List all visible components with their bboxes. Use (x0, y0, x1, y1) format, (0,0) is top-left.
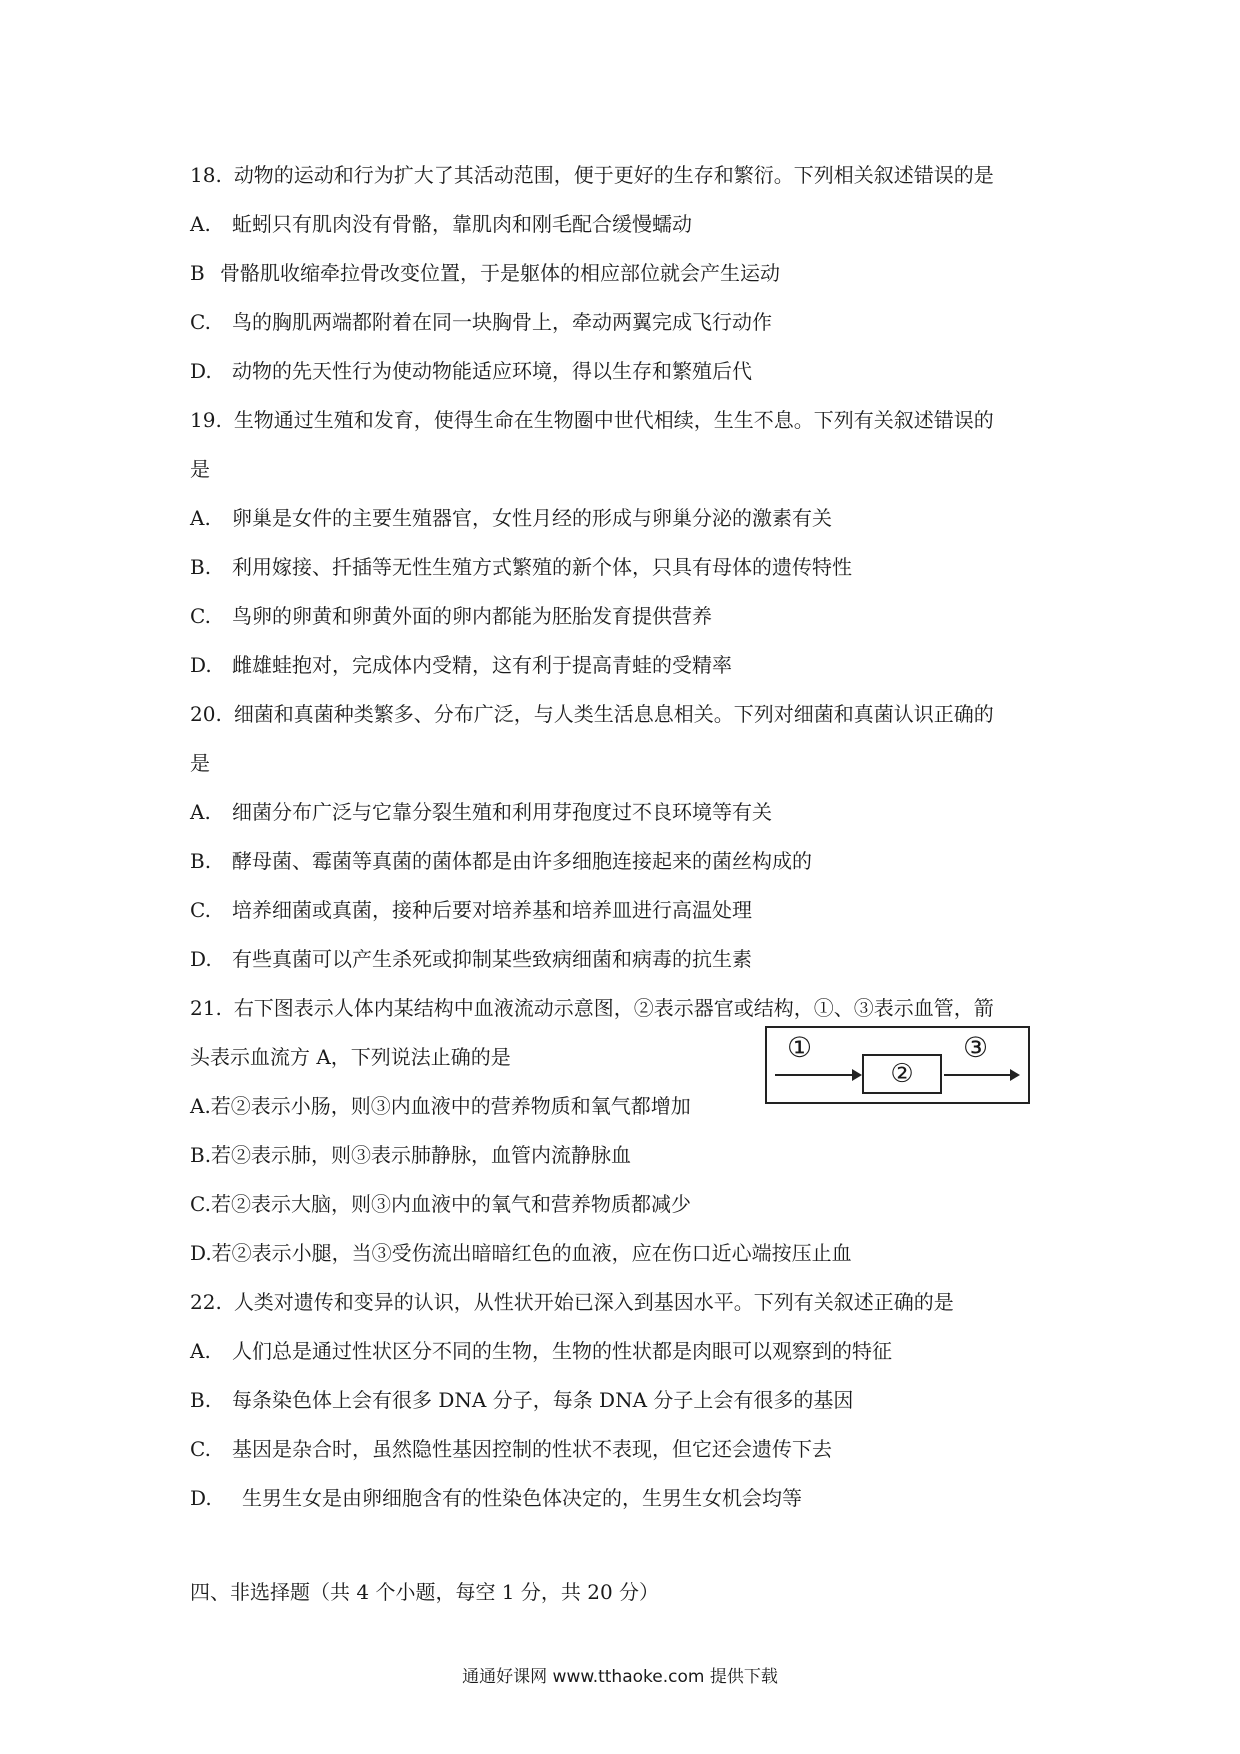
question-text: 人类对遗传和变异的认识，从性状开始已深入到基因水平。下列有关叙述正确的是 (233, 1290, 954, 1314)
option-label: A. (190, 212, 211, 236)
question-20-stem (190, 700, 994, 728)
option-label: B (190, 261, 205, 285)
question-18-stem (190, 161, 994, 189)
option-text: 有些真菌可以产生杀死或抑制某些致病细菌和病毒的抗生素 (232, 947, 752, 971)
option-text: 雌雄蛙抱对，完成体内受精，这有利于提高青蛙的受精率 (232, 653, 732, 677)
option-label: B. (190, 555, 212, 579)
option-label: A. (190, 506, 211, 530)
q21-option-d: D.若②表示小腿，当③受伤流出暗暗红色的血液，应在伤口近心端按压止血 (190, 1241, 852, 1265)
question-number: 22. (190, 1290, 222, 1314)
blood-flow-diagram (765, 1026, 1030, 1104)
question-text: 动物的运动和行为扩大了其活动范围，便于更好的生存和繁衍。下列相关叙述错误的是 (233, 163, 994, 187)
q18-option-b (190, 259, 780, 287)
q21-option-a: A.若②表示小肠，则③内血液中的营养物质和氧气都增加 (190, 1094, 691, 1118)
question-text: 右下图表示人体内某结构中血液流动示意图，②表示器官或结构，①、③表示血管，箭 (233, 996, 994, 1020)
q18-option-d (190, 357, 752, 385)
q19-option-c (190, 602, 712, 630)
option-label: B. (190, 849, 212, 873)
option-label: A. (190, 800, 211, 824)
option-text: 人们总是通过性状区分不同的生物，生物的性状都是肉眼可以观察到的特征 (232, 1339, 892, 1363)
option-label: C. (190, 310, 211, 334)
q19-option-d (190, 651, 732, 679)
option-label: B. (190, 1388, 212, 1412)
section-4-heading: 四、非选择题（共 4 个小题，每空 1 分，共 20 分） (190, 1580, 660, 1604)
q22-option-a (190, 1337, 892, 1365)
q19-option-a (190, 504, 832, 532)
question-number: 19. (190, 408, 222, 432)
option-label: A. (190, 1339, 211, 1363)
q20-option-a (190, 798, 772, 826)
option-text: 基因是杂合时，虽然隐性基因控制的性状不表现，但它还会遗传下去 (232, 1437, 832, 1461)
option-text: 细菌分布广泛与它靠分裂生殖和利用芽孢度过不良环境等有关 (232, 800, 772, 824)
option-label: D. (190, 947, 212, 971)
vessel-3-label: ③ (963, 1031, 989, 1064)
question-text: 细菌和真菌种类繁多、分布广泛，与人类生活息息相关。下列对细菌和真菌认识正确的 (233, 702, 994, 726)
question-19-stem (190, 406, 994, 434)
option-label: D. (190, 1486, 212, 1510)
q21-option-b: B.若②表示肺，则③表示肺静脉，血管内流静脉血 (190, 1143, 632, 1167)
question-20-stem-cont: 是 (190, 751, 210, 775)
question-21-stem (190, 994, 994, 1022)
arrow-out (944, 1074, 1018, 1076)
arrow-in (775, 1074, 860, 1076)
option-text: 骨骼肌收缩牵拉骨改变位置，于是躯体的相应部位就会产生运动 (220, 261, 780, 285)
option-text: 卵巢是女件的主要生殖器官，女性月经的形成与卵巢分泌的激素有关 (232, 506, 832, 530)
q20-option-b (190, 847, 812, 875)
organ-2-label: ② (890, 1059, 914, 1089)
question-text: 生物通过生殖和发育，使得生命在生物圈中世代相续，生生不息。下列有关叙述错误的 (233, 408, 994, 432)
question-21-stem-cont: 头表示血流方 A，下列说法止确的是 (190, 1045, 511, 1069)
option-label: C. (190, 898, 211, 922)
option-text: 酵母菌、霉菌等真菌的菌体都是由许多细胞连接起来的菌丝构成的 (232, 849, 812, 873)
question-number: 20. (190, 702, 222, 726)
q21-option-c: C.若②表示大脑，则③内血液中的氧气和营养物质都减少 (190, 1192, 691, 1216)
option-text: 生男生女是由卵细胞含有的性染色体决定的，生男生女机会均等 (242, 1486, 802, 1510)
vessel-1-label: ① (787, 1031, 813, 1064)
q22-option-b (190, 1386, 853, 1414)
option-text: 每条染色体上会有很多 DNA 分子，每条 DNA 分子上会有很多的基因 (232, 1388, 854, 1412)
q22-option-c (190, 1435, 832, 1463)
q20-option-d (190, 945, 752, 973)
question-number: 18. (190, 163, 222, 187)
option-text: 利用嫁接、扦插等无性生殖方式繁殖的新个体，只具有母体的遗传特性 (232, 555, 852, 579)
question-number: 21. (190, 996, 222, 1020)
option-text: 培养细菌或真菌，接种后要对培养基和培养皿进行高温处理 (232, 898, 752, 922)
option-text: 动物的先天性行为使动物能适应环境，得以生存和繁殖后代 (232, 359, 752, 383)
q20-option-c (190, 896, 752, 924)
q22-option-d (190, 1484, 802, 1512)
option-text: 蚯蚓只有肌肉没有骨骼，靠肌肉和刚毛配合缓慢蠕动 (232, 212, 692, 236)
option-label: D. (190, 359, 212, 383)
option-label: D. (190, 653, 212, 677)
option-label: C. (190, 1437, 211, 1461)
option-label: C. (190, 604, 211, 628)
option-text: 鸟的胸肌两端都附着在同一块胸骨上，牵动两翼完成飞行动作 (232, 310, 772, 334)
q18-option-c (190, 308, 772, 336)
q18-option-a (190, 210, 692, 238)
question-22-stem (190, 1288, 954, 1316)
question-19-stem-cont: 是 (190, 457, 210, 481)
footer-credit: 通通好课网 www.tthaoke.com 提供下载 (462, 1667, 778, 1687)
organ-box (862, 1054, 942, 1094)
option-text: 鸟卵的卵黄和卵黄外面的卵内都能为胚胎发育提供营养 (232, 604, 712, 628)
q19-option-b (190, 553, 852, 581)
